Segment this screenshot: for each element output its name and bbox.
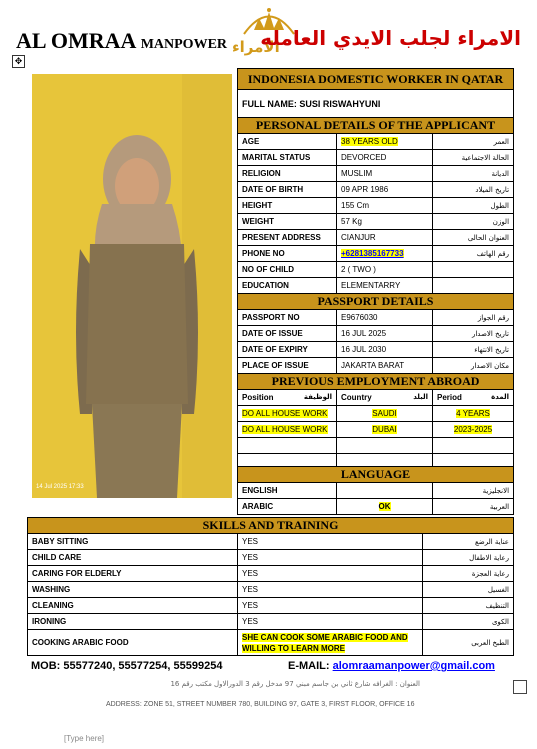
phone-link[interactable]: +6281385167733 bbox=[341, 249, 404, 258]
section-personal: PERSONAL DETAILS OF THE APPLICANT bbox=[238, 118, 514, 134]
table-row: ENGLISH الانجليزية bbox=[238, 483, 514, 499]
table-move-handle-icon[interactable]: ✥ bbox=[12, 55, 25, 68]
employment-header-row: Position الوظيفة Country البلد Period المدة bbox=[238, 390, 514, 406]
email-link[interactable]: alomraamanpower@gmail.com bbox=[332, 660, 495, 672]
table-row: PHONE NO +6281385167733 رقم الهاتف bbox=[238, 246, 514, 262]
section-skills: SKILLS AND TRAINING bbox=[28, 518, 514, 534]
table-row: DO ALL HOUSE WORK SAUDI 4 YEARS bbox=[238, 406, 514, 422]
table-row: PLACE OF ISSUE JAKARTA BARAT مكان الاصدار bbox=[238, 358, 514, 374]
table-row: DATE OF BIRTH 09 APR 1986 تاريخ الميلاد bbox=[238, 182, 514, 198]
brand-name-ar: الامراء لجلب الايدي العامله bbox=[260, 26, 521, 50]
table-row: DATE OF EXPIRY 16 JUL 2030 تاريخ الانتهاء bbox=[238, 342, 514, 358]
table-row: PASSPORT NO E9676030 رقم الجواز bbox=[238, 310, 514, 326]
table-row: PRESENT ADDRESS CIANJUR العنوان الحالى bbox=[238, 230, 514, 246]
checkbox[interactable] bbox=[513, 680, 527, 694]
table-row: CLEANING YES التنظيف bbox=[28, 598, 514, 614]
table-row bbox=[238, 438, 514, 454]
section-employment: PREVIOUS EMPLOYMENT ABROAD bbox=[238, 374, 514, 390]
table-row: NO OF CHILD 2 ( TWO ) bbox=[238, 262, 514, 278]
table-row: BABY SITTING YES عناية الرضع bbox=[28, 534, 514, 550]
table-row: CHILD CARE YES رعاية الاطفال bbox=[28, 550, 514, 566]
table-row: MARITAL STATUS DEVORCED الحالة الاجتماعية bbox=[238, 150, 514, 166]
applicant-details-table bbox=[237, 68, 514, 485]
brand-name-en bbox=[16, 28, 227, 54]
skills-table bbox=[27, 517, 514, 656]
photo-timestamp: 14 Jul 2025 17:33 bbox=[36, 484, 84, 490]
brand-sub: MANPOWER bbox=[140, 37, 228, 52]
document-title: INDONESIA DOMESTIC WORKER IN QATAR bbox=[238, 69, 514, 90]
table-row: EDUCATION ELEMENTARRY bbox=[238, 278, 514, 294]
brand-main: AL OMRAA bbox=[16, 28, 136, 53]
language-table bbox=[237, 466, 514, 515]
table-row: WASHING YES الغسيل bbox=[28, 582, 514, 598]
full-name: FULL NAME: SUSI RISWAHYUNI bbox=[238, 90, 514, 118]
applicant-figure bbox=[32, 74, 232, 498]
mobile-numbers: MOB: 55577240, 55577254, 55599254 bbox=[31, 660, 223, 672]
cooking-note: SHE CAN COOK SOME ARABIC FOOD AND WILLING TO LEARN MORE bbox=[242, 632, 408, 653]
table-row: DATE OF ISSUE 16 JUL 2025 تاريخ الاصدار bbox=[238, 326, 514, 342]
section-passport: PASSPORT DETAILS bbox=[238, 294, 514, 310]
applicant-photo bbox=[32, 74, 232, 498]
logo-text: الامراء bbox=[232, 38, 280, 56]
table-row: RELIGION MUSLIM الديانة bbox=[238, 166, 514, 182]
email-label: E-MAIL: bbox=[288, 660, 330, 672]
footer-placeholder[interactable]: [Type here] bbox=[64, 734, 105, 743]
table-row: AGE 38 YEARS OLD العمر bbox=[238, 134, 514, 150]
table-row: ARABIC OK العربية bbox=[238, 499, 514, 515]
table-row: CARING FOR ELDERLY YES رعاية العجزة bbox=[28, 566, 514, 582]
table-row: IRONING YES الكوى bbox=[28, 614, 514, 630]
address-english: ADDRESS: ZONE 51, STREET NUMBER 780, BUILDING 97, GATE 3, FIRST FLOOR, OFFICE 16 bbox=[106, 701, 415, 708]
table-row: HEIGHT 155 Cm الطول bbox=[238, 198, 514, 214]
table-row: WEIGHT 57 Kg الوزن bbox=[238, 214, 514, 230]
table-row: COOKING ARABIC FOOD SHE CAN COOK SOME ARABIC FOOD AND WILLING TO LEARN MORE الطبخ العربى bbox=[28, 630, 514, 656]
table-row: DO ALL HOUSE WORK DUBAI 2023-2025 bbox=[238, 422, 514, 438]
email-line bbox=[288, 660, 495, 672]
address-arabic: العنوان : الغرافه شارع ثاني بن جاسم مبني 97 مدخل رقم 3 الدورالاول مكتب رقم 16 bbox=[170, 680, 420, 688]
section-language: LANGUAGE bbox=[238, 467, 514, 483]
age-value: 38 YEARS OLD bbox=[341, 137, 398, 146]
